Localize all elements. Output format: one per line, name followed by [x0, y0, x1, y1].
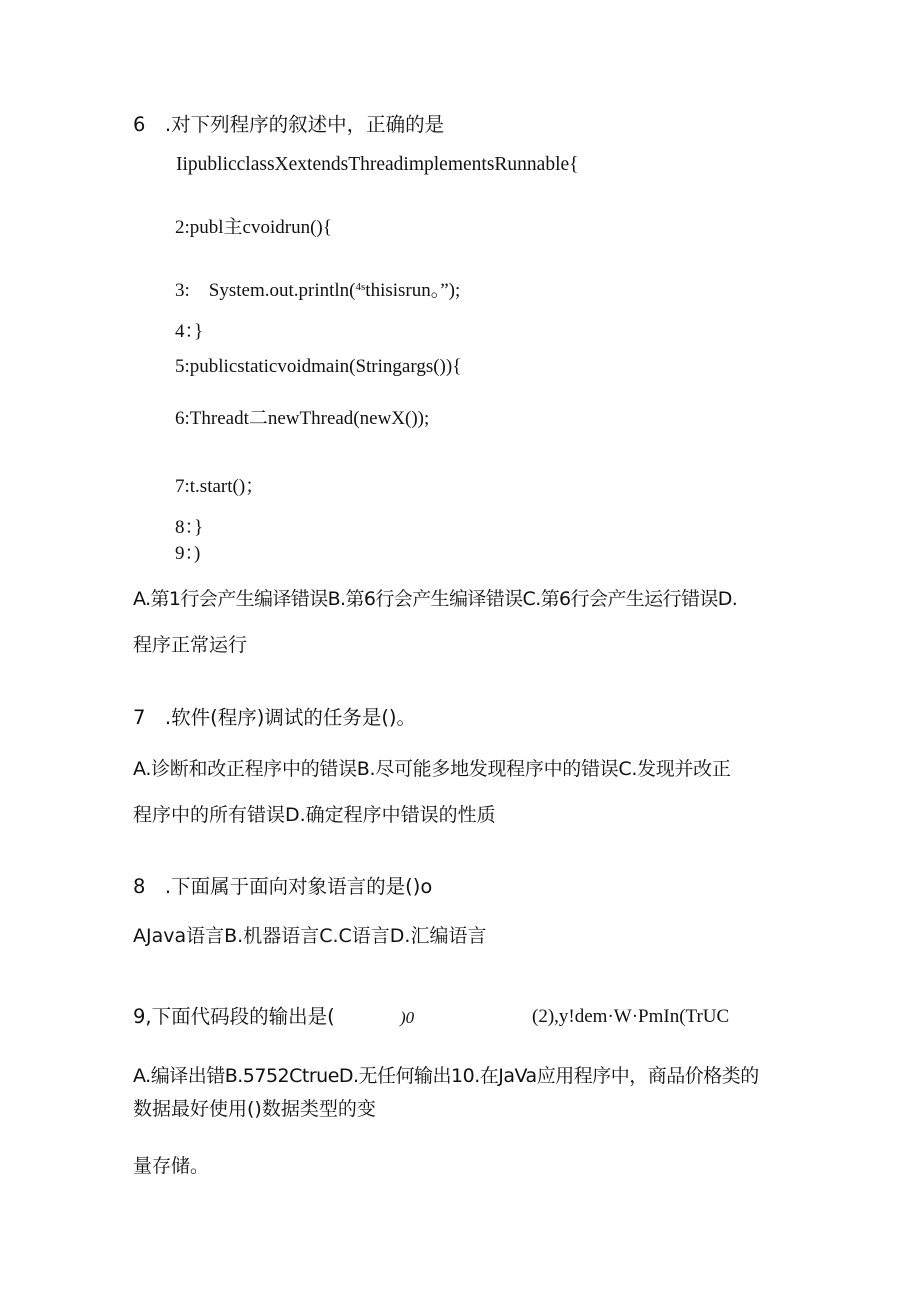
- q9-mid: )0: [400, 1008, 415, 1027]
- q6-title: 6 .对下列程序的叙述中，正确的是: [133, 113, 445, 136]
- code-line-3-tail: thisisrun。”);: [365, 280, 461, 301]
- code-line-4: 4：}: [175, 321, 204, 342]
- code-line-2: 2:publ主cvoidrun(){: [175, 217, 332, 238]
- q9-code-fragment: (2),y!dem·W·PmIn(TrUC: [532, 1006, 730, 1027]
- q9-10-line-2: 数据最好使用()数据类型的变: [133, 1098, 376, 1120]
- q7-options-line-2: 程序中的所有错误D.确定程序中错误的性质: [133, 804, 496, 826]
- code-line-9: 9：): [175, 543, 201, 564]
- q6-options-line-1: A.第1行会产生编译错误B.第6行会产生编译错误C.第6行会产生运行错误D.: [133, 588, 738, 610]
- code-line-3: [175, 275, 460, 303]
- q9-10-line-3: 量存储。: [133, 1155, 210, 1177]
- code-line-3-sup: 4s: [355, 281, 366, 293]
- q7-title: 7 .软件(程序)调试的任务是()。: [133, 706, 417, 729]
- q9-title: 9,下面代码段的输出是(: [133, 1005, 335, 1028]
- code-line-5: 5:publicstaticvoidmain(Stringargs()){: [175, 356, 462, 377]
- code-line-1: IipublicclassXextendsThreadimplementsRunnable{: [176, 154, 579, 175]
- code-line-7: 7:t.start()；: [175, 476, 265, 497]
- q8-options: AJava语言B.机器语言C.C语言D.汇编语言: [133, 925, 487, 947]
- q7-options-line-1: A.诊断和改正程序中的错误B.尽可能多地发现程序中的错误C.发现并改正: [133, 758, 731, 780]
- code-line-6: 6:Threadt二newThread(newX());: [175, 408, 430, 429]
- q6-options-line-2: 程序正常运行: [133, 634, 248, 656]
- code-line-8: 8：}: [175, 517, 204, 538]
- q9-10-line-1: A.编译出错B.5752CtrueD.无任何输出10.在JaVa应用程序中，商品价格类的: [133, 1065, 759, 1087]
- q8-title: 8 .下面属于面向对象语言的是()o: [133, 875, 433, 898]
- code-line-3-head: 3: System.out.println(: [175, 280, 356, 301]
